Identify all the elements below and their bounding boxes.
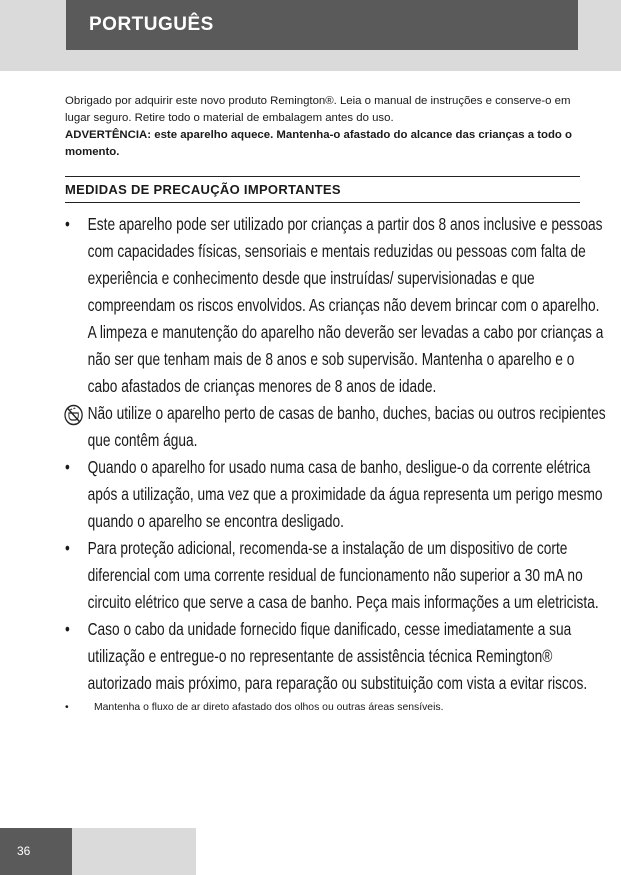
list-item-text: Para proteção adicional, recomenda-se a instalação de um dispositivo de corte diferencial com uma corrente residual de funcionamento não superior a 30 mA no circuito elétrico que serve a casa de banho. Peça mais informações a um eletricista. (87, 538, 599, 612)
page-number: 36 (0, 828, 72, 875)
intro-text: Obrigado por adquirir este novo produto Remington®. Leia o manual de instruções e conserve-o em lugar seguro. Retire todo o material de embalagem antes do uso. (65, 95, 571, 124)
bullet-marker: • (65, 457, 70, 477)
list-item (65, 535, 607, 616)
list-item (65, 700, 585, 716)
language-header: PORTUGUÊS (66, 0, 578, 50)
list-item-text: Quando o aparelho for usado numa casa de banho, desligue-o da corrente elétrica após a utilização, uma vez que a proximidade da água representa um perigo mesmo quando o aparelho se encontra desligado. (87, 457, 603, 531)
list-item (65, 454, 607, 535)
list-item-text: Mantenha o fluxo de ar direto afastado dos olhos ou outras áreas sensíveis. (94, 702, 444, 713)
bullet-marker: • (65, 538, 70, 558)
bullet-marker: • (65, 702, 69, 713)
list-item (65, 211, 607, 400)
list-item-text: Este aparelho pode ser utilizado por crianças a partir dos 8 anos inclusive e pessoas com capacidades físicas, sensoriais e mentais reduzidas ou pessoas com falta de experiência e conhecimento desde que instruídas/ supervisionadas e que compreendam os riscos envolvidos. As crianças não devem brincar com o aparelho. A limpeza e manutenção do aparelho não deverão ser levadas a cabo por crianças a não ser que tenham mais de 8 anos e sob supervisão. Mantenha o aparelho e o cabo afastados de crianças menores de 8 anos de idade. (87, 214, 604, 396)
list-item-text: Não utilize o aparelho perto de casas de banho, duches, bacias ou outros recipientes que contêm água. (87, 403, 606, 450)
list-item (65, 400, 607, 454)
precautions-list (65, 211, 606, 716)
warning-text: ADVERTÊNCIA: este aparelho aquece. Mantenha-o afastado do alcance das crianças a todo o momento. (65, 129, 573, 158)
list-item (65, 616, 607, 697)
section-title: MEDIDAS DE PRECAUÇÃO IMPORTANTES (65, 176, 580, 203)
footer-band (72, 828, 196, 875)
bullet-marker: • (65, 619, 70, 639)
list-item-text: Caso o cabo da unidade fornecido fique danificado, cesse imediatamente a sua utilização e entregue-o no representante de assistência técnica Remington® autorizado mais próximo, para reparação ou substituição com vista a evitar riscos. (87, 619, 588, 693)
intro (65, 93, 583, 161)
bullet-marker: • (65, 214, 70, 234)
